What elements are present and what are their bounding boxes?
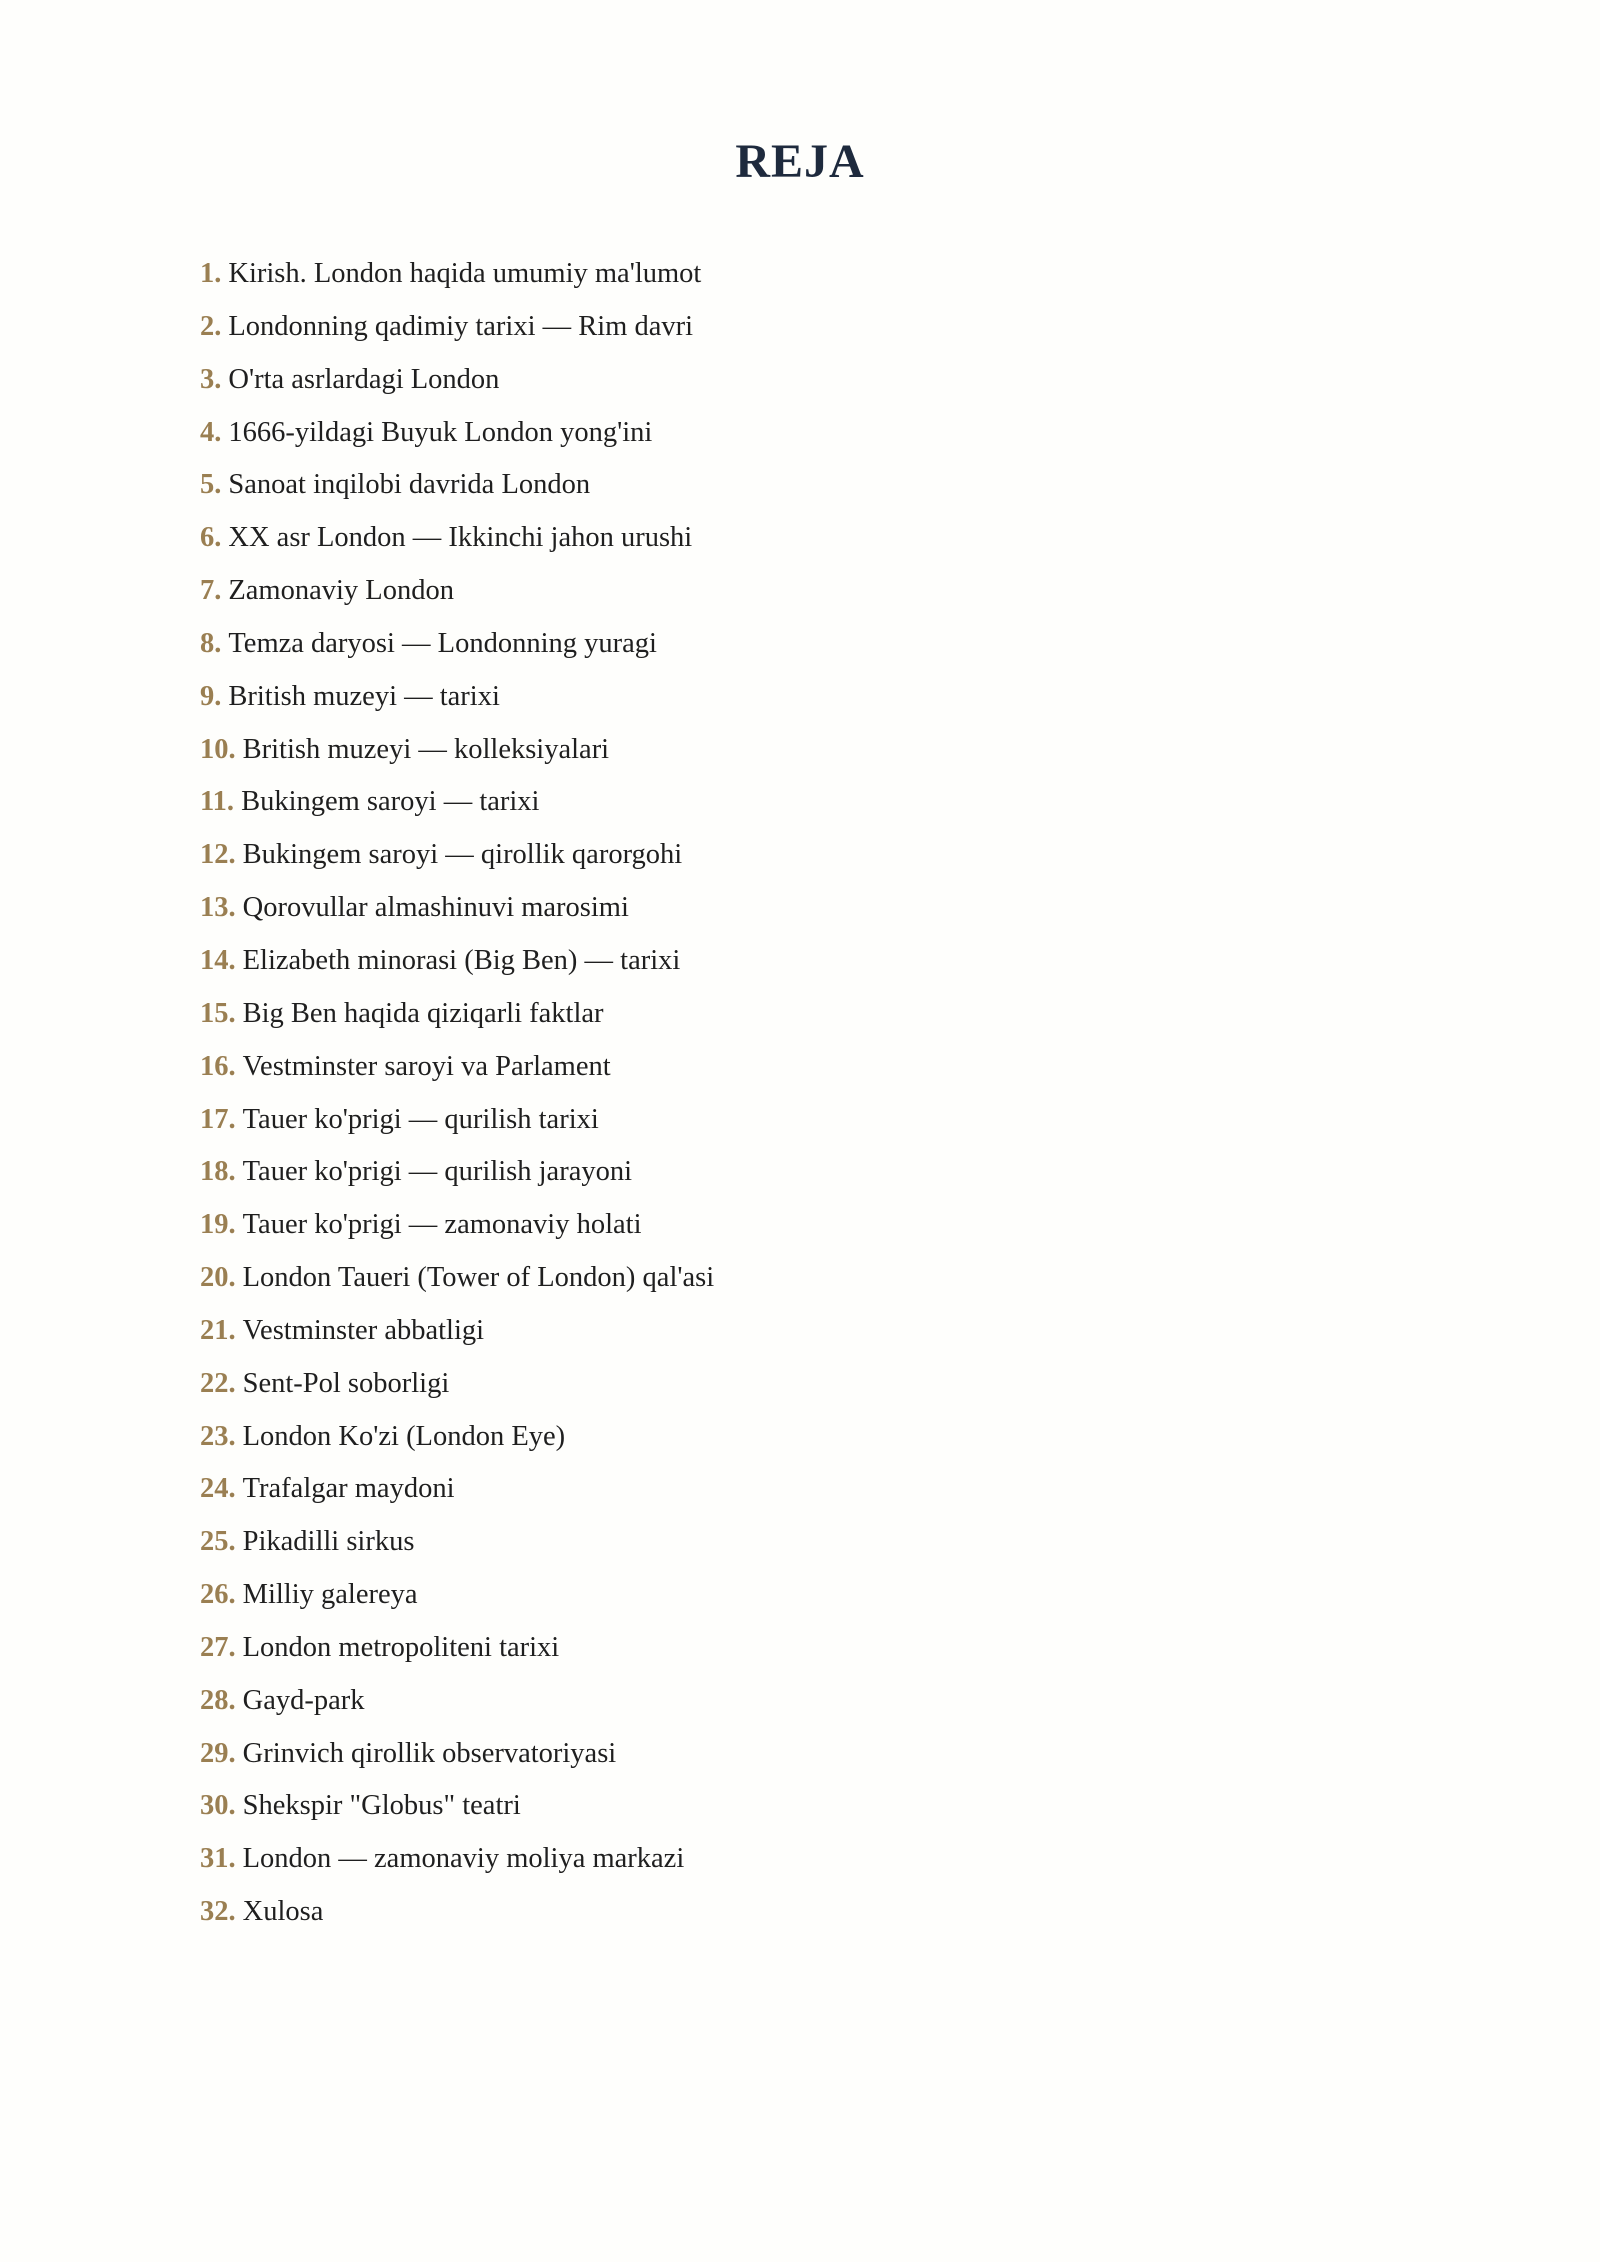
list-item bbox=[200, 1463, 714, 1516]
list-item bbox=[200, 776, 714, 829]
list-item-text: London — zamonaviy moliya markazi bbox=[242, 1843, 685, 1875]
list-item-number: 12. bbox=[200, 839, 236, 871]
list-item-text: Vestminster saroyi va Parlament bbox=[242, 1050, 611, 1082]
list-item-text: XX asr London — Ikkinchi jahon urushi bbox=[228, 522, 693, 554]
list-item-number: 16. bbox=[200, 1050, 236, 1082]
list-item-text: Big Ben haqida qiziqarli faktlar bbox=[242, 997, 604, 1029]
list-item-text: Elizabeth minorasi (Big Ben) — tarixi bbox=[242, 944, 681, 976]
list-item bbox=[200, 1358, 714, 1411]
list-item-number: 26. bbox=[200, 1579, 236, 1611]
list-item-number: 14. bbox=[200, 944, 236, 976]
list-item-number: 24. bbox=[200, 1473, 236, 1505]
list-item-text: Bukingem saroyi — tarixi bbox=[241, 786, 540, 818]
list-item bbox=[200, 1675, 714, 1728]
list-item-number: 3. bbox=[200, 363, 222, 395]
list-item-text: Zamonaviy London bbox=[228, 575, 454, 607]
list-item bbox=[200, 1041, 714, 1094]
list-item-text: Tauer ko'prigi — qurilish tarixi bbox=[242, 1103, 599, 1135]
list-item-number: 31. bbox=[200, 1843, 236, 1875]
list-item bbox=[200, 459, 714, 512]
list-item-number: 7. bbox=[200, 575, 222, 607]
list-item-text: British muzeyi — kolleksiyalari bbox=[242, 733, 610, 765]
table-of-contents bbox=[200, 248, 714, 1939]
list-item-text: London metropoliteni tarixi bbox=[242, 1631, 560, 1663]
list-item-number: 18. bbox=[200, 1156, 236, 1188]
list-item bbox=[200, 882, 714, 935]
list-item-number: 8. bbox=[200, 627, 222, 659]
list-item bbox=[200, 1411, 714, 1464]
list-item bbox=[200, 1516, 714, 1569]
list-item bbox=[200, 1305, 714, 1358]
list-item-text: Milliy galereya bbox=[242, 1579, 418, 1611]
list-item bbox=[200, 1252, 714, 1305]
list-item-text: Tauer ko'prigi — qurilish jarayoni bbox=[242, 1156, 633, 1188]
list-item-text: Sanoat inqilobi davrida London bbox=[228, 469, 591, 501]
list-item-text: Kirish. London haqida umumiy ma'lumot bbox=[228, 258, 702, 289]
list-item-number: 19. bbox=[200, 1209, 236, 1241]
list-item bbox=[200, 829, 714, 882]
list-item bbox=[200, 512, 714, 565]
list-item-number: 13. bbox=[200, 892, 236, 924]
list-item-number: 32. bbox=[200, 1896, 236, 1928]
list-item bbox=[200, 618, 714, 671]
list-item-text: London Ko'zi (London Eye) bbox=[242, 1420, 566, 1452]
list-item bbox=[200, 1622, 714, 1675]
list-item bbox=[200, 671, 714, 724]
list-item bbox=[200, 1569, 714, 1622]
list-item bbox=[200, 1094, 714, 1147]
list-item-number: 11. bbox=[200, 786, 235, 818]
list-item-number: 2. bbox=[200, 310, 222, 342]
list-item-text: Pikadilli sirkus bbox=[242, 1526, 415, 1558]
list-item-text: British muzeyi — tarixi bbox=[228, 680, 500, 712]
list-item-text: Sent-Pol soborligi bbox=[242, 1367, 450, 1399]
list-item-text: Temza daryosi — Londonning yuragi bbox=[228, 627, 657, 659]
list-item bbox=[200, 1728, 714, 1781]
list-item-text: Londonning qadimiy tarixi — Rim davri bbox=[228, 310, 694, 342]
list-item bbox=[200, 407, 714, 460]
list-item bbox=[200, 301, 714, 354]
list-item-text: O'rta asrlardagi London bbox=[228, 363, 500, 395]
list-item-text: Tauer ko'prigi — zamonaviy holati bbox=[242, 1209, 642, 1241]
list-item-text: 1666-yildagi Buyuk London yong'ini bbox=[228, 416, 653, 448]
list-item-text: Gayd-park bbox=[242, 1684, 365, 1716]
list-item-number: 28. bbox=[200, 1684, 236, 1716]
list-item-number: 25. bbox=[200, 1526, 236, 1558]
list-item-number: 21. bbox=[200, 1314, 236, 1346]
list-item bbox=[200, 724, 714, 777]
list-item-number: 17. bbox=[200, 1103, 236, 1135]
list-item-number: 20. bbox=[200, 1262, 236, 1294]
list-item-number: 15. bbox=[200, 997, 236, 1029]
list-item-text: London Taueri (Tower of London) qal'asi bbox=[242, 1262, 715, 1294]
list-item-text: Bukingem saroyi — qirollik qarorgohi bbox=[242, 839, 683, 871]
list-item-number: 6. bbox=[200, 522, 222, 554]
list-item-text: Xulosa bbox=[242, 1896, 324, 1928]
list-item-number: 29. bbox=[200, 1737, 236, 1769]
list-item-text: Qorovullar almashinuvi marosimi bbox=[242, 892, 629, 924]
list-item bbox=[200, 354, 714, 407]
list-item-text: Grinvich qirollik observatoriyasi bbox=[242, 1737, 617, 1769]
list-item bbox=[200, 1146, 714, 1199]
list-item bbox=[200, 565, 714, 618]
list-item bbox=[200, 988, 714, 1041]
list-item-number: 1. bbox=[200, 258, 222, 289]
list-item-number: 30. bbox=[200, 1790, 236, 1822]
list-item-number: 4. bbox=[200, 416, 222, 448]
page-title: REJA bbox=[735, 135, 865, 188]
list-item-number: 27. bbox=[200, 1631, 236, 1663]
list-item-text: Shekspir "Globus" teatri bbox=[242, 1790, 521, 1822]
list-item-text: Vestminster abbatligi bbox=[242, 1314, 485, 1346]
list-item-number: 23. bbox=[200, 1420, 236, 1452]
list-item-number: 22. bbox=[200, 1367, 236, 1399]
list-item bbox=[200, 1199, 714, 1252]
list-item bbox=[200, 248, 714, 301]
list-item-number: 9. bbox=[200, 680, 222, 712]
list-item-text: Trafalgar maydoni bbox=[242, 1473, 455, 1505]
list-item-number: 10. bbox=[200, 733, 236, 765]
list-item bbox=[200, 1780, 714, 1833]
list-item bbox=[200, 935, 714, 988]
list-item bbox=[200, 1833, 714, 1886]
list-item-number: 5. bbox=[200, 469, 222, 501]
list-item bbox=[200, 1886, 714, 1939]
